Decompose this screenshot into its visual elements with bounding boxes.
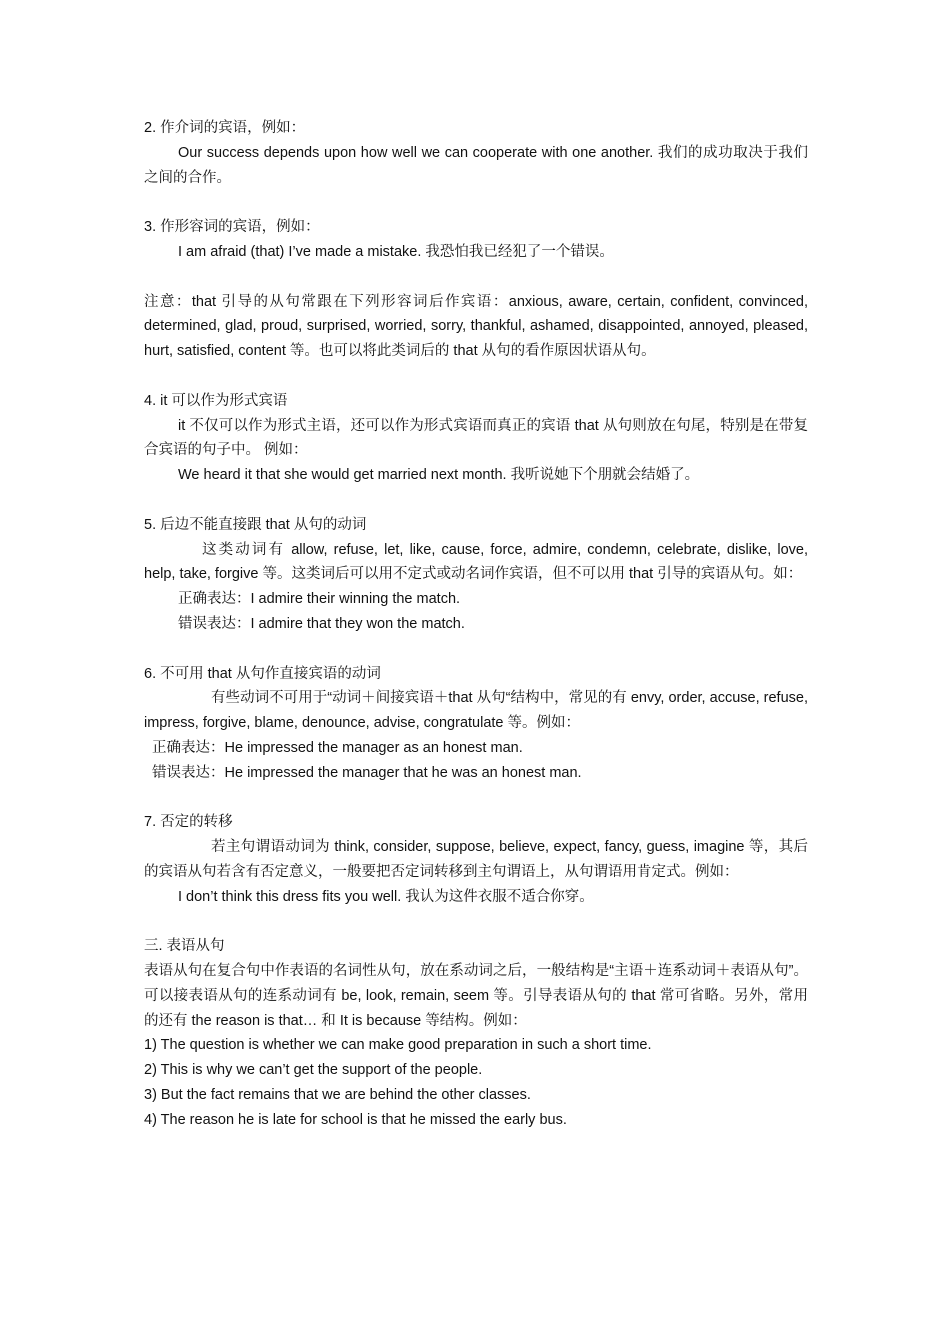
section-6-body: 有些动词不可用于“动词＋间接宾语＋that 从句“结构中，常见的有 envy, order, accuse, refuse, impress, forgive, blame, denounce, advise, congratulate 等。例如： xyxy=(144,690,808,732)
spacer xyxy=(144,488,808,513)
spacer xyxy=(144,190,808,215)
section-6-wrong: 错误表达：He impressed the manager that he was an honest man. xyxy=(152,764,582,781)
spacer xyxy=(144,364,808,389)
section-4-heading: 4. it 可以作为形式宾语 xyxy=(144,392,288,409)
section-4-body: it 不仅可以作为形式主语，还可以作为形式宾语而真正的宾语 that 从句则放在句尾，特别是在带复合宾语的句子中。 例如： xyxy=(144,417,808,459)
section-5-heading: 5. 后边不能直接跟 that 从句的动词 xyxy=(144,516,367,533)
spacer xyxy=(144,786,808,811)
section-6-correct: 正确表达：He impressed the manager as an honest man. xyxy=(152,739,523,756)
section-2-heading: 2. 作介词的宾语，例如： xyxy=(144,120,306,136)
note-paragraph: 注意：that 引导的从句常跟在下列形容词后作宾语：anxious, aware, certain, confident, convinced, determined, glad, proud, surprised, worried, sorry, thankful, ashamed, disappointed, annoyed, pleased, hurt, satisfied, content 等。也可以将此类词后的 that 从句的看作原因状语从句。 xyxy=(144,293,808,360)
section-5-wrong: 错误表达：I admire that they won the match. xyxy=(178,615,465,632)
section-4-example: We heard it that she would get married next month. 我听说她下个朋就会结婚了。 xyxy=(178,467,700,484)
document-page xyxy=(144,116,808,1133)
part-3-heading: 三. 表语从句 xyxy=(144,938,225,955)
section-7-heading: 7. 否定的转移 xyxy=(144,814,233,831)
spacer xyxy=(144,637,808,662)
part-3-body: 表语从句在复合句中作表语的名词性从句，放在系动词之后，一般结构是“主语＋连系动词＋表语从句”。可以接表语从句的连系动词有 be, look, remain, seem 等。引导表语从句的 that 常可省略。另外，常用的还有 the reason is that… 和 It is because 等结构。例如： xyxy=(144,963,808,1029)
section-5-body: 这类动词有 allow, refuse, let, like, cause, force, admire, condemn, celebrate, dislike, love, help, take, forgive 等。这类词后可以用不定式或动名词作宾语，但不可以用 that 引导的宾语从句。如： xyxy=(144,541,808,583)
spacer xyxy=(144,265,808,290)
section-2-example: Our success depends upon how well we can cooperate with one another. 我们的成功取决于我们之间的合作。 xyxy=(144,144,808,186)
spacer xyxy=(144,910,808,935)
section-6-heading: 6. 不可用 that 从句作直接宾语的动词 xyxy=(144,665,381,682)
section-7-body: 若主句谓语动词为 think, consider, suppose, believe, expect, fancy, guess, imagine 等，其后的宾语从句若含有否定意义，一般要把否定词转移到主句谓语上，从句谓语用肯定式。例如： xyxy=(144,839,808,880)
part-3-example-2: 2) This is why we can’t get the support of the people. xyxy=(144,1062,483,1079)
section-3-example: I am afraid (that) I’ve made a mistake. 我恐怕我已经犯了一个错误。 xyxy=(178,243,614,260)
part-3-example-4: 4) The reason he is late for school is that he missed the early bus. xyxy=(144,1111,567,1128)
part-3-example-3: 3) But the fact remains that we are behind the other classes. xyxy=(144,1087,531,1104)
part-3-example-1: 1) The question is whether we can make good preparation in such a short time. xyxy=(144,1037,652,1054)
section-7-example: I don’t think this dress fits you well. 我认为这件衣服不适合你穿。 xyxy=(178,888,594,905)
section-5-correct: 正确表达：I admire their winning the match. xyxy=(178,591,461,608)
section-3-heading: 3. 作形容词的宾语，例如： xyxy=(144,219,320,236)
